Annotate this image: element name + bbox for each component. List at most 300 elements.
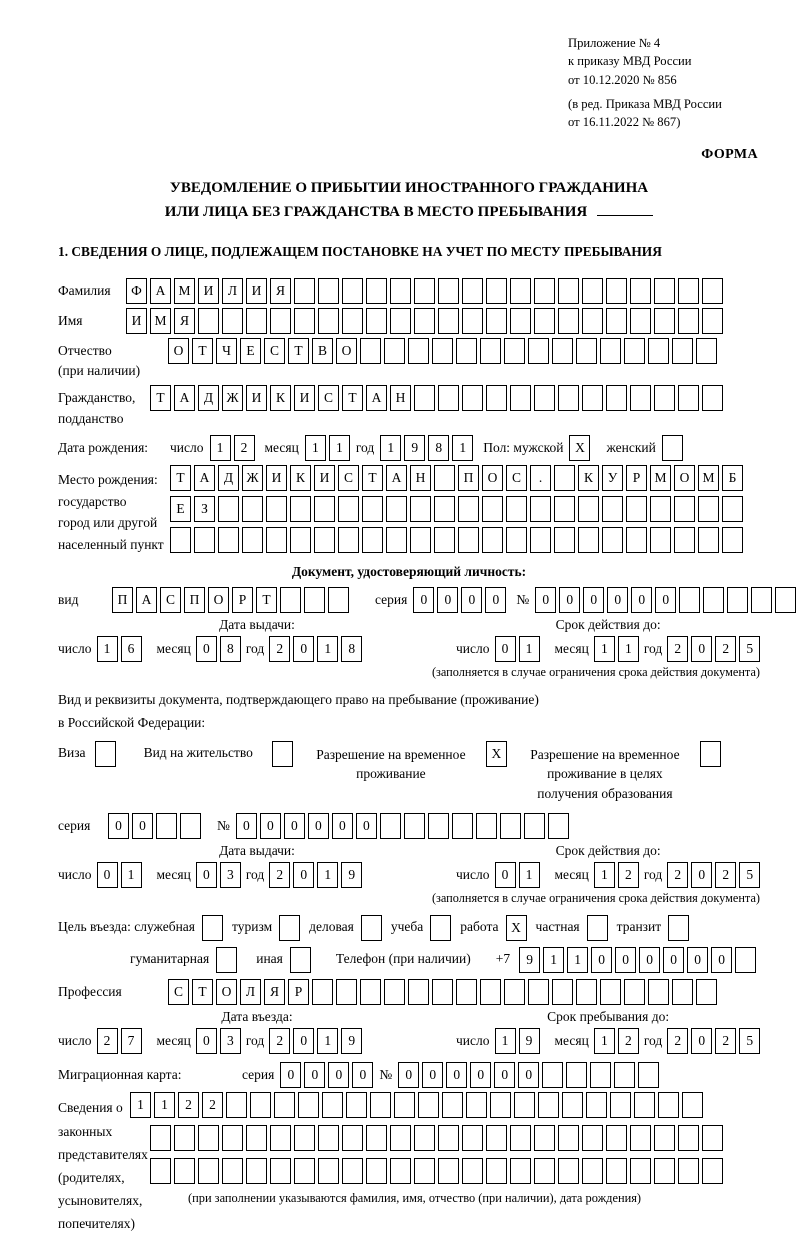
char-cell[interactable] [198, 1158, 219, 1184]
char-cell[interactable] [270, 1125, 291, 1151]
purpose-work-checkbox[interactable]: X [506, 915, 527, 941]
char-cell[interactable] [280, 587, 301, 613]
char-cell[interactable]: Р [232, 587, 253, 613]
char-cell[interactable] [654, 385, 675, 411]
char-cell[interactable] [775, 587, 796, 613]
char-cell[interactable] [510, 308, 531, 334]
char-cell[interactable]: 1 [567, 947, 588, 973]
char-cell[interactable]: И [246, 385, 267, 411]
char-cell[interactable] [534, 278, 555, 304]
char-cell[interactable]: З [194, 496, 215, 522]
char-cell[interactable]: И [266, 465, 287, 491]
char-cell[interactable] [380, 813, 401, 839]
char-cell[interactable]: М [174, 278, 195, 304]
char-cell[interactable]: 1 [121, 862, 142, 888]
char-cell[interactable] [524, 813, 545, 839]
char-cell[interactable]: 2 [618, 862, 639, 888]
char-cell[interactable] [362, 496, 383, 522]
char-cell[interactable] [638, 1062, 659, 1088]
char-cell[interactable] [702, 1158, 723, 1184]
char-cell[interactable] [650, 496, 671, 522]
char-cell[interactable]: Т [362, 465, 383, 491]
char-cell[interactable] [678, 385, 699, 411]
char-cell[interactable] [410, 496, 431, 522]
char-cell[interactable]: 0 [293, 1028, 314, 1054]
char-cell[interactable] [486, 385, 507, 411]
char-cell[interactable] [414, 308, 435, 334]
char-cell[interactable]: С [264, 338, 285, 364]
char-cell[interactable] [562, 1092, 583, 1118]
char-cell[interactable] [582, 308, 603, 334]
char-cell[interactable]: И [198, 278, 219, 304]
char-cell[interactable] [274, 1092, 295, 1118]
char-cell[interactable] [386, 496, 407, 522]
char-cell[interactable] [630, 308, 651, 334]
char-cell[interactable] [600, 979, 621, 1005]
char-cell[interactable] [626, 496, 647, 522]
char-cell[interactable] [698, 496, 719, 522]
char-cell[interactable] [490, 1092, 511, 1118]
char-cell[interactable] [342, 1158, 363, 1184]
char-cell[interactable]: 0 [196, 636, 217, 662]
char-cell[interactable]: 2 [715, 1028, 736, 1054]
char-cell[interactable] [678, 308, 699, 334]
char-cell[interactable]: 0 [591, 947, 612, 973]
char-cell[interactable]: О [168, 338, 189, 364]
char-cell[interactable] [504, 338, 525, 364]
char-cell[interactable]: 0 [332, 813, 353, 839]
char-cell[interactable]: 0 [639, 947, 660, 973]
char-cell[interactable] [654, 1158, 675, 1184]
char-cell[interactable] [414, 385, 435, 411]
char-cell[interactable]: Н [390, 385, 411, 411]
char-cell[interactable] [222, 1125, 243, 1151]
char-cell[interactable] [702, 278, 723, 304]
char-cell[interactable]: 0 [518, 1062, 539, 1088]
char-cell[interactable]: 0 [196, 862, 217, 888]
char-cell[interactable]: 9 [404, 435, 425, 461]
char-cell[interactable]: Т [256, 587, 277, 613]
char-cell[interactable]: 8 [341, 636, 362, 662]
char-cell[interactable]: М [698, 465, 719, 491]
char-cell[interactable]: И [246, 278, 267, 304]
char-cell[interactable]: 0 [108, 813, 129, 839]
char-cell[interactable] [250, 1092, 271, 1118]
char-cell[interactable] [606, 1158, 627, 1184]
char-cell[interactable] [452, 813, 473, 839]
char-cell[interactable]: 1 [130, 1092, 151, 1118]
char-cell[interactable]: 0 [304, 1062, 325, 1088]
char-cell[interactable]: Ф [126, 278, 147, 304]
char-cell[interactable] [366, 308, 387, 334]
char-cell[interactable]: 1 [329, 435, 350, 461]
char-cell[interactable]: 0 [437, 587, 458, 613]
char-cell[interactable] [328, 587, 349, 613]
char-cell[interactable] [586, 1092, 607, 1118]
char-cell[interactable]: 1 [594, 862, 615, 888]
char-cell[interactable] [266, 527, 287, 553]
char-cell[interactable] [434, 496, 455, 522]
char-cell[interactable] [322, 1092, 343, 1118]
char-cell[interactable] [294, 278, 315, 304]
char-cell[interactable] [290, 496, 311, 522]
char-cell[interactable] [246, 1125, 267, 1151]
char-cell[interactable]: Я [174, 308, 195, 334]
char-cell[interactable]: 0 [607, 587, 628, 613]
char-cell[interactable] [486, 1125, 507, 1151]
char-cell[interactable]: 9 [519, 1028, 540, 1054]
char-cell[interactable]: К [578, 465, 599, 491]
char-cell[interactable] [318, 1158, 339, 1184]
char-cell[interactable]: 1 [543, 947, 564, 973]
char-cell[interactable]: 0 [559, 587, 580, 613]
char-cell[interactable]: 0 [485, 587, 506, 613]
char-cell[interactable]: 0 [293, 862, 314, 888]
char-cell[interactable] [630, 385, 651, 411]
char-cell[interactable]: Т [288, 338, 309, 364]
char-cell[interactable]: Л [222, 278, 243, 304]
char-cell[interactable] [678, 1158, 699, 1184]
char-cell[interactable] [390, 308, 411, 334]
char-cell[interactable] [578, 527, 599, 553]
char-cell[interactable]: 0 [655, 587, 676, 613]
char-cell[interactable] [384, 979, 405, 1005]
char-cell[interactable] [648, 979, 669, 1005]
char-cell[interactable] [582, 385, 603, 411]
char-cell[interactable] [390, 1125, 411, 1151]
char-cell[interactable] [554, 465, 575, 491]
char-cell[interactable] [654, 1125, 675, 1151]
char-cell[interactable]: 0 [308, 813, 329, 839]
char-cell[interactable] [510, 385, 531, 411]
char-cell[interactable] [506, 496, 527, 522]
char-cell[interactable] [548, 813, 569, 839]
char-cell[interactable]: 2 [667, 1028, 688, 1054]
char-cell[interactable]: 2 [269, 1028, 290, 1054]
char-cell[interactable] [654, 278, 675, 304]
char-cell[interactable]: 1 [594, 1028, 615, 1054]
temp-residence-checkbox[interactable]: X [486, 741, 507, 767]
char-cell[interactable] [698, 527, 719, 553]
char-cell[interactable] [318, 308, 339, 334]
char-cell[interactable]: 1 [519, 862, 540, 888]
char-cell[interactable]: Т [170, 465, 191, 491]
sex-male-checkbox[interactable]: X [569, 435, 590, 461]
char-cell[interactable] [606, 1125, 627, 1151]
char-cell[interactable]: С [160, 587, 181, 613]
char-cell[interactable] [366, 1125, 387, 1151]
char-cell[interactable]: 3 [220, 1028, 241, 1054]
char-cell[interactable]: 1 [210, 435, 231, 461]
char-cell[interactable] [530, 496, 551, 522]
char-cell[interactable] [674, 496, 695, 522]
char-cell[interactable]: 0 [631, 587, 652, 613]
sex-female-checkbox[interactable] [662, 435, 683, 461]
char-cell[interactable]: О [336, 338, 357, 364]
char-cell[interactable] [174, 1125, 195, 1151]
char-cell[interactable]: В [312, 338, 333, 364]
char-cell[interactable] [722, 496, 743, 522]
char-cell[interactable] [462, 278, 483, 304]
char-cell[interactable] [682, 1092, 703, 1118]
char-cell[interactable]: С [318, 385, 339, 411]
char-cell[interactable] [630, 1158, 651, 1184]
char-cell[interactable]: 1 [317, 636, 338, 662]
char-cell[interactable]: И [314, 465, 335, 491]
char-cell[interactable]: 1 [618, 636, 639, 662]
char-cell[interactable]: А [366, 385, 387, 411]
char-cell[interactable] [390, 278, 411, 304]
char-cell[interactable]: Т [192, 338, 213, 364]
char-cell[interactable]: 2 [269, 862, 290, 888]
char-cell[interactable]: М [650, 465, 671, 491]
char-cell[interactable] [338, 496, 359, 522]
purpose-business-checkbox[interactable] [361, 915, 382, 941]
char-cell[interactable] [290, 527, 311, 553]
char-cell[interactable]: 2 [715, 862, 736, 888]
char-cell[interactable] [600, 338, 621, 364]
char-cell[interactable] [558, 1125, 579, 1151]
char-cell[interactable] [414, 1158, 435, 1184]
char-cell[interactable] [480, 338, 501, 364]
char-cell[interactable] [534, 308, 555, 334]
char-cell[interactable] [336, 979, 357, 1005]
char-cell[interactable]: А [386, 465, 407, 491]
char-cell[interactable] [679, 587, 700, 613]
char-cell[interactable]: 0 [413, 587, 434, 613]
char-cell[interactable]: 0 [356, 813, 377, 839]
char-cell[interactable] [552, 338, 573, 364]
char-cell[interactable] [534, 1158, 555, 1184]
char-cell[interactable] [480, 979, 501, 1005]
char-cell[interactable]: 0 [398, 1062, 419, 1088]
char-cell[interactable]: 1 [495, 1028, 516, 1054]
char-cell[interactable] [702, 308, 723, 334]
char-cell[interactable] [360, 338, 381, 364]
char-cell[interactable] [434, 527, 455, 553]
char-cell[interactable] [342, 308, 363, 334]
char-cell[interactable]: 0 [293, 636, 314, 662]
char-cell[interactable] [226, 1092, 247, 1118]
char-cell[interactable] [266, 496, 287, 522]
char-cell[interactable] [674, 527, 695, 553]
char-cell[interactable]: 0 [615, 947, 636, 973]
char-cell[interactable] [576, 338, 597, 364]
char-cell[interactable]: 0 [494, 1062, 515, 1088]
purpose-official-checkbox[interactable] [202, 915, 223, 941]
char-cell[interactable] [678, 1125, 699, 1151]
char-cell[interactable]: А [150, 278, 171, 304]
char-cell[interactable]: 1 [519, 636, 540, 662]
char-cell[interactable]: К [270, 385, 291, 411]
char-cell[interactable] [198, 1125, 219, 1151]
char-cell[interactable] [462, 1125, 483, 1151]
char-cell[interactable] [242, 496, 263, 522]
char-cell[interactable]: 0 [535, 587, 556, 613]
char-cell[interactable] [486, 1158, 507, 1184]
char-cell[interactable]: 5 [739, 636, 760, 662]
char-cell[interactable]: 0 [711, 947, 732, 973]
char-cell[interactable] [696, 338, 717, 364]
char-cell[interactable] [602, 527, 623, 553]
char-cell[interactable] [510, 1125, 531, 1151]
char-cell[interactable] [542, 1062, 563, 1088]
char-cell[interactable]: А [136, 587, 157, 613]
char-cell[interactable] [486, 308, 507, 334]
char-cell[interactable] [590, 1062, 611, 1088]
char-cell[interactable]: 2 [667, 862, 688, 888]
residence-permit-checkbox[interactable] [272, 741, 293, 767]
char-cell[interactable] [180, 813, 201, 839]
char-cell[interactable] [462, 308, 483, 334]
char-cell[interactable]: У [602, 465, 623, 491]
char-cell[interactable] [566, 1062, 587, 1088]
char-cell[interactable] [678, 278, 699, 304]
char-cell[interactable]: 0 [236, 813, 257, 839]
char-cell[interactable] [602, 496, 623, 522]
char-cell[interactable] [558, 308, 579, 334]
char-cell[interactable] [222, 1158, 243, 1184]
char-cell[interactable]: 1 [97, 636, 118, 662]
char-cell[interactable] [510, 278, 531, 304]
char-cell[interactable]: 1 [154, 1092, 175, 1118]
char-cell[interactable] [558, 385, 579, 411]
char-cell[interactable] [342, 1125, 363, 1151]
char-cell[interactable] [558, 278, 579, 304]
char-cell[interactable]: 0 [260, 813, 281, 839]
char-cell[interactable] [218, 496, 239, 522]
char-cell[interactable]: Ж [242, 465, 263, 491]
char-cell[interactable]: П [458, 465, 479, 491]
purpose-private-checkbox[interactable] [587, 915, 608, 941]
char-cell[interactable]: 2 [667, 636, 688, 662]
char-cell[interactable]: 2 [202, 1092, 223, 1118]
char-cell[interactable]: Я [270, 278, 291, 304]
char-cell[interactable] [156, 813, 177, 839]
char-cell[interactable] [672, 338, 693, 364]
char-cell[interactable]: 0 [446, 1062, 467, 1088]
char-cell[interactable] [414, 278, 435, 304]
char-cell[interactable]: . [530, 465, 551, 491]
char-cell[interactable] [246, 1158, 267, 1184]
char-cell[interactable]: О [674, 465, 695, 491]
purpose-tourism-checkbox[interactable] [279, 915, 300, 941]
char-cell[interactable]: О [216, 979, 237, 1005]
char-cell[interactable]: 0 [495, 862, 516, 888]
char-cell[interactable]: 9 [341, 1028, 362, 1054]
char-cell[interactable]: 2 [234, 435, 255, 461]
char-cell[interactable]: 0 [691, 862, 712, 888]
char-cell[interactable] [462, 385, 483, 411]
char-cell[interactable] [702, 385, 723, 411]
char-cell[interactable] [576, 979, 597, 1005]
char-cell[interactable]: 0 [470, 1062, 491, 1088]
char-cell[interactable] [298, 1092, 319, 1118]
char-cell[interactable]: Е [240, 338, 261, 364]
char-cell[interactable]: 1 [380, 435, 401, 461]
char-cell[interactable] [222, 308, 243, 334]
char-cell[interactable] [727, 587, 748, 613]
char-cell[interactable] [414, 1125, 435, 1151]
char-cell[interactable] [476, 813, 497, 839]
char-cell[interactable]: С [168, 979, 189, 1005]
purpose-humanitarian-checkbox[interactable] [216, 947, 237, 973]
char-cell[interactable] [432, 338, 453, 364]
char-cell[interactable] [362, 527, 383, 553]
char-cell[interactable] [578, 496, 599, 522]
char-cell[interactable] [606, 308, 627, 334]
visa-checkbox[interactable] [95, 741, 116, 767]
char-cell[interactable]: Т [342, 385, 363, 411]
char-cell[interactable] [626, 527, 647, 553]
char-cell[interactable]: 2 [618, 1028, 639, 1054]
char-cell[interactable] [458, 496, 479, 522]
char-cell[interactable] [634, 1092, 655, 1118]
char-cell[interactable]: 5 [739, 862, 760, 888]
char-cell[interactable] [482, 496, 503, 522]
char-cell[interactable]: 2 [97, 1028, 118, 1054]
char-cell[interactable] [438, 385, 459, 411]
char-cell[interactable] [438, 1158, 459, 1184]
char-cell[interactable] [342, 278, 363, 304]
char-cell[interactable]: 8 [428, 435, 449, 461]
char-cell[interactable]: О [482, 465, 503, 491]
purpose-other-checkbox[interactable] [290, 947, 311, 973]
char-cell[interactable] [338, 527, 359, 553]
char-cell[interactable] [630, 278, 651, 304]
char-cell[interactable]: 0 [691, 636, 712, 662]
char-cell[interactable] [610, 1092, 631, 1118]
char-cell[interactable]: Д [198, 385, 219, 411]
char-cell[interactable]: 3 [220, 862, 241, 888]
char-cell[interactable]: 5 [739, 1028, 760, 1054]
char-cell[interactable]: 9 [341, 862, 362, 888]
char-cell[interactable]: 0 [687, 947, 708, 973]
char-cell[interactable]: И [294, 385, 315, 411]
char-cell[interactable] [294, 1158, 315, 1184]
char-cell[interactable]: П [112, 587, 133, 613]
char-cell[interactable] [486, 278, 507, 304]
char-cell[interactable] [614, 1062, 635, 1088]
char-cell[interactable] [650, 527, 671, 553]
char-cell[interactable] [702, 1125, 723, 1151]
char-cell[interactable]: С [506, 465, 527, 491]
char-cell[interactable] [504, 979, 525, 1005]
char-cell[interactable] [318, 1125, 339, 1151]
char-cell[interactable]: 0 [461, 587, 482, 613]
char-cell[interactable] [294, 1125, 315, 1151]
char-cell[interactable] [318, 278, 339, 304]
char-cell[interactable] [246, 308, 267, 334]
char-cell[interactable] [428, 813, 449, 839]
char-cell[interactable] [462, 1158, 483, 1184]
char-cell[interactable] [294, 308, 315, 334]
char-cell[interactable]: Т [192, 979, 213, 1005]
char-cell[interactable] [270, 1158, 291, 1184]
char-cell[interactable] [432, 979, 453, 1005]
char-cell[interactable] [242, 527, 263, 553]
char-cell[interactable]: 8 [220, 636, 241, 662]
char-cell[interactable]: 0 [132, 813, 153, 839]
char-cell[interactable]: 0 [583, 587, 604, 613]
char-cell[interactable] [404, 813, 425, 839]
char-cell[interactable] [722, 527, 743, 553]
char-cell[interactable]: Н [410, 465, 431, 491]
char-cell[interactable]: 0 [280, 1062, 301, 1088]
char-cell[interactable] [438, 278, 459, 304]
char-cell[interactable] [360, 979, 381, 1005]
char-cell[interactable]: 0 [284, 813, 305, 839]
